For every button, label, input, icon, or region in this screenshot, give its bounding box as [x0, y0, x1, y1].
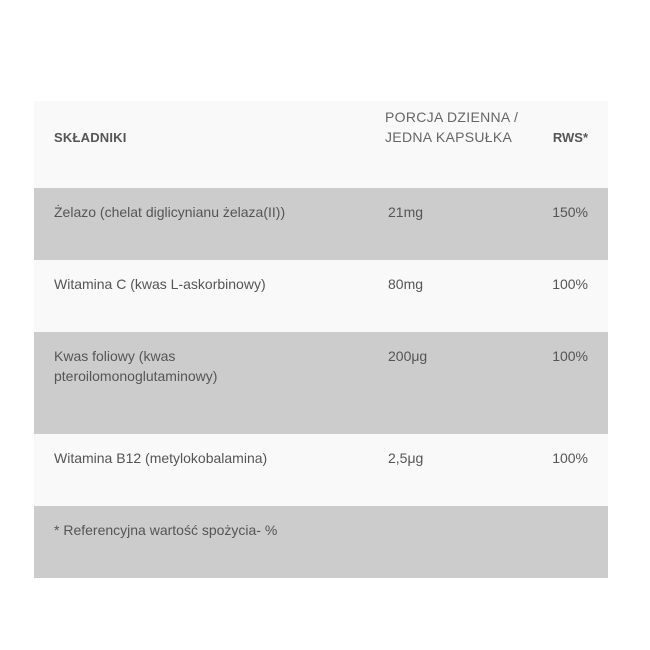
rws-cell: 100% — [552, 276, 588, 292]
portion-cell: 2,5μg — [388, 450, 424, 466]
rws-cell: 100% — [552, 348, 588, 364]
table-row — [34, 188, 608, 260]
table-header-row — [34, 101, 608, 188]
ingredient-cell: Witamina B12 (metylokobalamina) — [54, 450, 268, 466]
header-ingredient: SKŁADNIKI — [54, 130, 127, 145]
portion-cell: 200μg — [388, 348, 428, 364]
footnote-text: * Referencyjna wartość spożycia- % — [54, 522, 278, 538]
table-row — [34, 332, 608, 434]
header-portion: PORCJA DZIENNA / JEDNA KAPSUŁKA — [385, 109, 519, 145]
ingredient-cell: Witamina C (kwas L-askorbinowy) — [54, 276, 266, 292]
ingredient-cell: Kwas foliowy (kwas pteroilomonoglutaminowy) — [54, 348, 218, 384]
header-rws: RWS* — [552, 130, 588, 145]
table-row — [34, 434, 608, 506]
rws-cell: 150% — [552, 204, 588, 220]
nutrition-table — [34, 101, 608, 578]
table-footnote-row — [34, 506, 608, 578]
ingredient-cell: Żelazo (chelat diglicynianu żelaza(II)) — [54, 204, 286, 220]
rws-cell: 100% — [552, 450, 588, 466]
portion-cell: 80mg — [388, 276, 424, 292]
portion-cell: 21mg — [388, 204, 424, 220]
table-row — [34, 260, 608, 332]
